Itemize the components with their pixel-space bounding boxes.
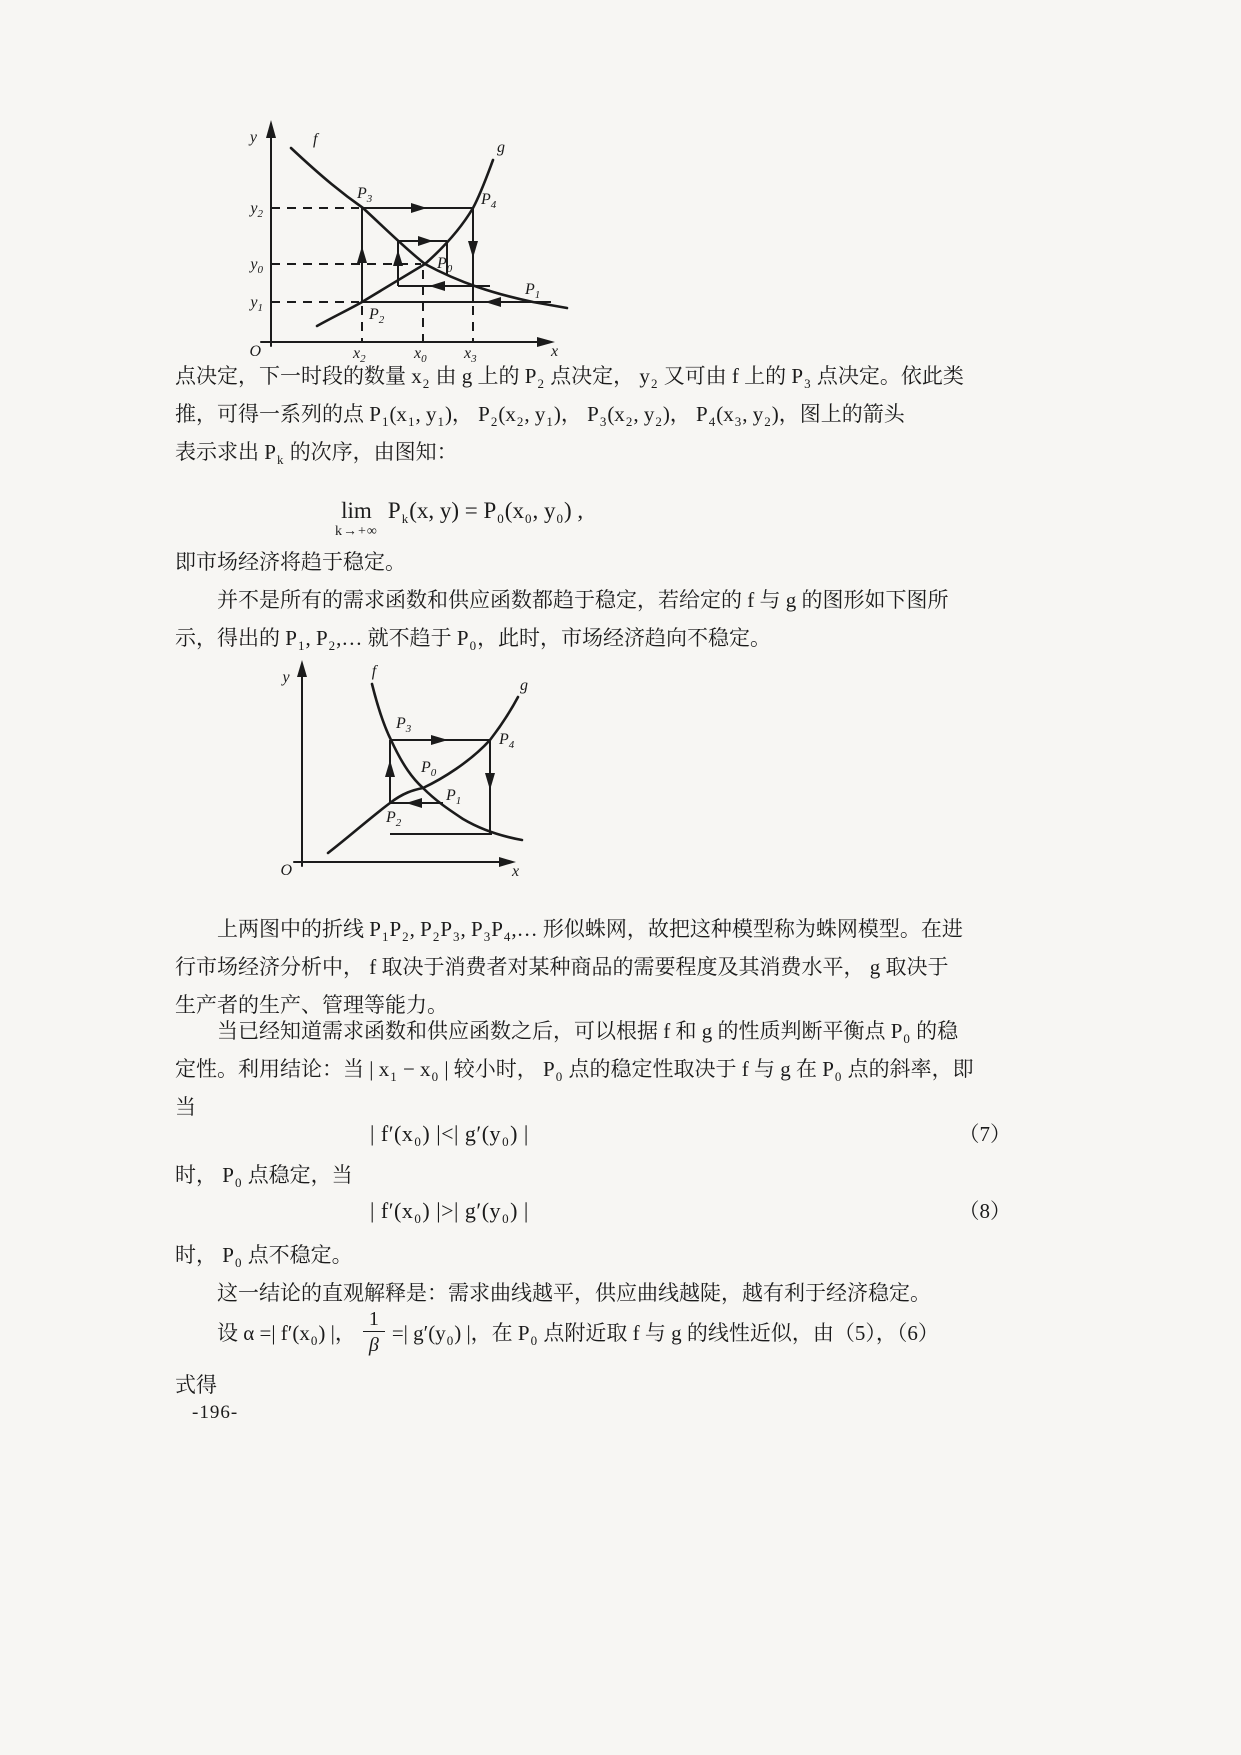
text-line: 这一结论的直观解释是：需求曲线越平，供应曲线越陡，越有利于经济稳定。 xyxy=(217,1281,931,1305)
arrow-right-icon xyxy=(411,203,427,213)
fig1-tick-x0: $x_0$ xyxy=(414,345,427,365)
fig1-point-P1: $P_1$ xyxy=(525,281,541,301)
fig2-axes xyxy=(294,672,506,866)
text-line: 点决定，下一时段的数量 $x_2$ 由 g 上的 $P_2$ 点决定， $y_2$ 又可由 f 上的 $P_3$ 点决定。依此类 xyxy=(175,364,964,391)
text-line: 并不是所有的需求函数和供应函数都趋于稳定，若给定的 f 与 g 的图形如下图所 xyxy=(217,588,949,612)
fraction-denominator: β xyxy=(363,1331,385,1358)
limit-formula-body: $P_k(x$, $y) = P_0(x_0$, $y_0$) , xyxy=(387,498,584,526)
fig2-point-P4: $P_4$ xyxy=(499,731,515,751)
text-line: 时， $P_0$ 点稳定，当 xyxy=(175,1163,353,1190)
fig2-curve-f-label: f xyxy=(371,663,377,680)
text-line: 当已经知道需求函数和供应函数之后，可以根据 f 和 g 的性质判断平衡点 $P_0$ 的稳 xyxy=(217,1019,959,1046)
equation-7-number: （7） xyxy=(958,1122,1011,1146)
fig1-tick-y2: $y_2$ xyxy=(250,200,263,220)
paragraph xyxy=(175,1366,1055,1404)
paragraph xyxy=(175,1236,1055,1274)
text-line: 生产者的生产、管理等能力。 xyxy=(175,993,448,1017)
arrow-right-icon xyxy=(431,735,448,745)
paragraph xyxy=(175,910,1055,1024)
text-line: 式得 xyxy=(175,1373,217,1397)
alpha-beta-definition-line xyxy=(175,1300,1097,1364)
fig1-x-axis-label: x xyxy=(551,343,559,360)
fraction-one-over-beta xyxy=(363,1307,385,1358)
text-line: 表示求出 $P_k$ 的次序，由图知： xyxy=(175,440,458,467)
alpha-post-text: =| $g'(y_0)$ |，在 $P_0$ 点附近取 f 与 g 的线性近似，由（5），（6） xyxy=(391,1321,939,1348)
lim-condition: k→+∞ xyxy=(335,524,378,539)
text-line: 当 xyxy=(175,1095,196,1119)
arrow-left-icon xyxy=(485,297,501,307)
arrow-up-icon xyxy=(393,250,403,266)
fig1-curve-g-label: g xyxy=(497,139,505,156)
arrow-left-icon xyxy=(406,798,422,808)
paragraph xyxy=(175,581,1055,657)
fig2-point-P3: $P_3$ xyxy=(396,715,412,735)
figure-cobweb-diverging xyxy=(270,650,560,880)
fig1-curve-f-label: f xyxy=(313,131,318,148)
fig1-point-P3: $P_3$ xyxy=(357,185,373,205)
fig1-y-axis-label: y xyxy=(249,129,257,146)
arrow-right-icon xyxy=(418,236,433,246)
arrow-up-icon xyxy=(357,246,367,263)
equation-7-body: | $f'(x_0)$ |<| $g'(y_0)$ | xyxy=(370,1121,529,1149)
paragraph xyxy=(175,1156,1055,1194)
arrow-down-icon xyxy=(468,241,478,258)
arrow-left-icon xyxy=(429,281,445,291)
fig1-tick-x3: $x_3$ xyxy=(464,345,477,365)
fig1-tick-y0: $y_0$ xyxy=(250,256,263,276)
alpha-pre-text: 设 α =| $f'(x_0)$ |， xyxy=(217,1321,356,1348)
fig1-origin-label: O xyxy=(249,343,261,360)
lim-text: lim xyxy=(341,498,372,523)
page-number: -196- xyxy=(192,1402,239,1423)
fig1-point-P0: $P_0$ xyxy=(437,255,453,275)
fig1-y-axis-arrow-icon xyxy=(266,120,276,138)
fig2-point-P2: $P_2$ xyxy=(386,809,402,829)
text-line: 行市场经济分析中， f 取决于消费者对某种商品的需要程度及其消费水平， g 取决于 xyxy=(175,955,949,979)
fig2-point-P0: $P_0$ xyxy=(421,759,437,779)
fig1-tick-y1: $y_1$ xyxy=(250,294,263,314)
fig1-tick-x2: $x_2$ xyxy=(353,345,366,365)
text-line: 时， $P_0$ 点不稳定。 xyxy=(175,1243,353,1270)
fig2-y-axis-label: y xyxy=(282,669,290,686)
fig2-point-P1: $P_1$ xyxy=(446,787,462,807)
text-line: 推，可得一系列的点 $P_1(x_1$, $y_1$)， $P_2(x_2$, $y_1$)， $P_3(x_2$, $y_2$)， $P_4(x_3$, $y_2$)，图上的箭头 xyxy=(175,402,905,429)
figure-cobweb-converging xyxy=(175,108,595,365)
fig2-curve-g-label: g xyxy=(520,677,528,694)
paragraph xyxy=(175,543,1055,581)
paragraph xyxy=(175,357,1055,471)
equation-7 xyxy=(175,1115,1035,1153)
limit-formula xyxy=(335,497,583,539)
text-line: 示，得出的 $P_1$, $P_2,\dots$ 就不趋于 $P_0$，此时，市场经济趋向不稳定。 xyxy=(175,626,772,653)
fig1-cobweb-path xyxy=(362,208,551,302)
arrow-up-icon xyxy=(385,760,395,777)
fig2-origin-label: O xyxy=(280,862,292,879)
text-line: 上两图中的折线 $P_1P_2$, $P_2P_3$, $P_3P_4,\dots$ 形似蛛网，故把这种模型称为蛛网模型。在进 xyxy=(217,917,963,944)
arrow-down-icon xyxy=(485,773,495,790)
text-line: 定性。利用结论：当 | $x_1 - x_0$ | 较小时， $P_0$ 点的稳定性取决于 f 与 g 在 $P_0$ 点的斜率，即 xyxy=(175,1057,974,1084)
equation-8-body: | $f'(x_0)$ |>| $g'(y_0)$ | xyxy=(370,1198,529,1226)
fraction-numerator: 1 xyxy=(368,1307,379,1330)
equation-8-number: （8） xyxy=(958,1199,1011,1223)
equation-8 xyxy=(175,1192,1035,1230)
fig1-point-P2: $P_2$ xyxy=(369,306,385,326)
paragraph xyxy=(175,1012,1055,1126)
text-line: 即市场经济将趋于稳定。 xyxy=(175,550,406,574)
fig1-point-P4: $P_4$ xyxy=(481,191,497,211)
fig2-x-axis-label: x xyxy=(512,863,520,880)
limit-operator xyxy=(335,497,378,539)
fig2-y-axis-arrow-icon xyxy=(297,660,307,677)
fig1-axes xyxy=(261,132,545,346)
